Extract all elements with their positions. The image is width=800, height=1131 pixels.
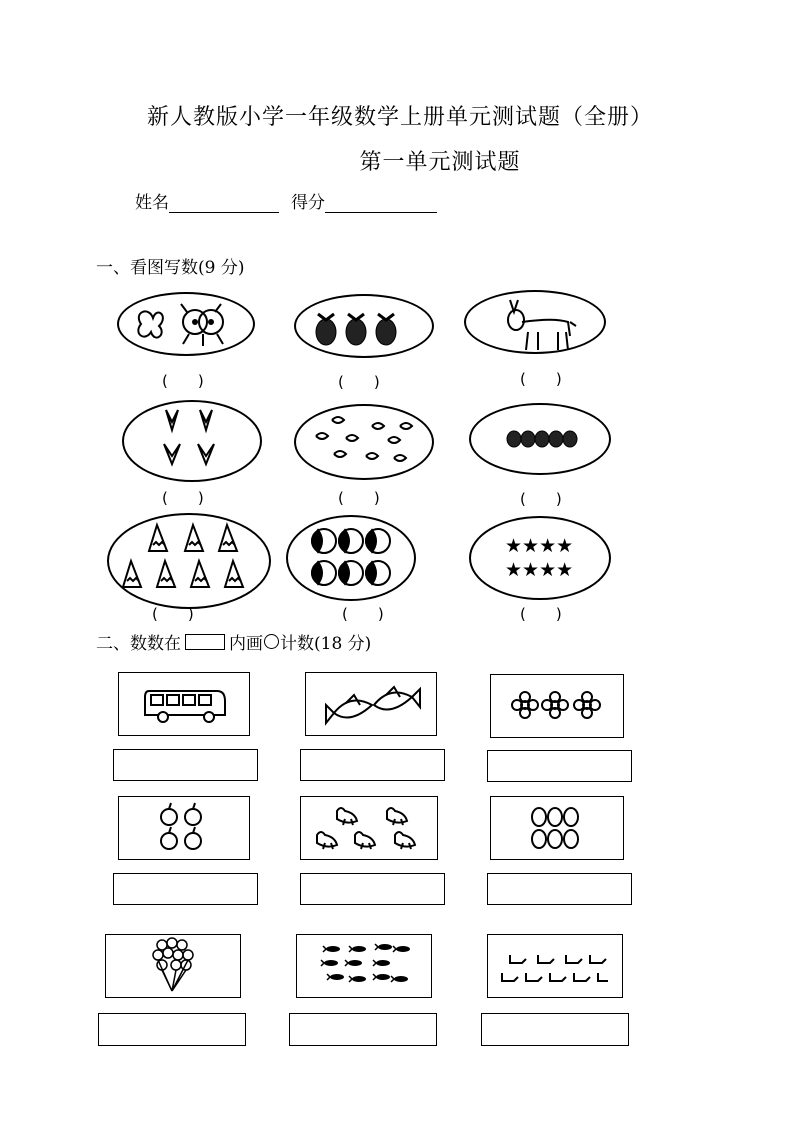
answer-box-bus[interactable] xyxy=(113,749,258,781)
duck-icon xyxy=(488,935,622,997)
answer-paren-6[interactable]: ( ) xyxy=(520,490,562,508)
answer-paren-1[interactable]: ( ) xyxy=(162,372,204,390)
picture-box-eggs xyxy=(490,796,624,860)
answer-box-roosters[interactable] xyxy=(300,873,445,905)
answer-box-flowers[interactable] xyxy=(487,750,632,782)
picture-box-roosters xyxy=(300,796,438,860)
picture-box-balloons xyxy=(105,934,241,998)
answer-paren-4[interactable]: ( ) xyxy=(162,489,204,507)
score-blank[interactable] xyxy=(325,192,437,213)
svg-text:★★★★: ★★★★ xyxy=(505,559,574,581)
oval-stars xyxy=(469,516,611,600)
bell-icon xyxy=(109,515,269,607)
oval-balls xyxy=(286,515,416,601)
document-title: 新人教版小学一年级数学上册单元测试题（全册） xyxy=(146,105,653,130)
bead-icon xyxy=(471,405,609,473)
picture-box-fish xyxy=(305,672,437,736)
answer-paren-5[interactable]: ( ) xyxy=(338,489,380,507)
oval-donkey xyxy=(464,290,606,354)
box-glyph xyxy=(185,634,225,650)
answer-box-ducks[interactable] xyxy=(481,1013,629,1046)
tulip-icon xyxy=(124,402,260,480)
pineapple-icon xyxy=(296,296,432,356)
ball-icon xyxy=(288,517,414,599)
butterfly-icon xyxy=(119,294,253,354)
answer-box-small-fish[interactable] xyxy=(289,1013,437,1046)
answer-box-fish[interactable] xyxy=(300,749,445,781)
picture-box-apples xyxy=(118,796,250,860)
picture-box-small-fish xyxy=(296,934,432,998)
rooster-icon xyxy=(301,797,437,859)
oval-beads xyxy=(469,403,611,475)
fish-icon xyxy=(306,673,436,735)
section-2-heading-pre: 二、数数在 xyxy=(96,634,181,654)
bus-icon xyxy=(119,673,249,735)
small-fish-icon xyxy=(297,935,431,997)
picture-box-ducks xyxy=(487,934,623,998)
picture-box-flowers xyxy=(490,674,624,738)
donkey-icon xyxy=(466,292,604,352)
unit-title: 第一单元测试题 xyxy=(359,150,521,175)
section-2-heading-mid: 内画 xyxy=(229,634,263,654)
svg-text:★★★★: ★★★★ xyxy=(505,535,574,557)
answer-box-apples[interactable] xyxy=(113,873,258,905)
oval-butterfly xyxy=(117,292,255,356)
circle-icon xyxy=(264,634,279,649)
section-2-heading-post: 计数(18 分) xyxy=(280,634,372,654)
apple-icon xyxy=(119,797,249,859)
oval-pineapples xyxy=(294,294,434,358)
name-score-line xyxy=(135,188,437,213)
answer-paren-8[interactable]: ( ) xyxy=(342,605,384,623)
egg-icon xyxy=(491,797,623,859)
oval-bells xyxy=(107,513,271,609)
score-label: 得分 xyxy=(291,193,325,213)
oval-tulips xyxy=(122,400,262,482)
section-1-heading: 一、看图写数(9 分) xyxy=(96,258,245,278)
answer-box-balloons[interactable] xyxy=(98,1013,246,1046)
picture-box-bus xyxy=(118,672,250,736)
answer-paren-2[interactable]: ( ) xyxy=(338,373,380,391)
name-label: 姓名 xyxy=(135,193,169,213)
answer-paren-9[interactable]: ( ) xyxy=(520,605,562,623)
flower-icon xyxy=(491,675,623,737)
name-blank[interactable] xyxy=(169,192,279,213)
answer-box-eggs[interactable] xyxy=(487,873,632,905)
balloon-icon xyxy=(106,935,240,997)
oval-small-birds xyxy=(294,404,434,480)
star-icon xyxy=(471,518,609,598)
answer-paren-7[interactable]: ( ) xyxy=(152,605,194,623)
small-bird-icon xyxy=(296,406,432,478)
section-2-heading xyxy=(96,629,371,654)
answer-paren-3[interactable]: ( ) xyxy=(520,370,562,388)
